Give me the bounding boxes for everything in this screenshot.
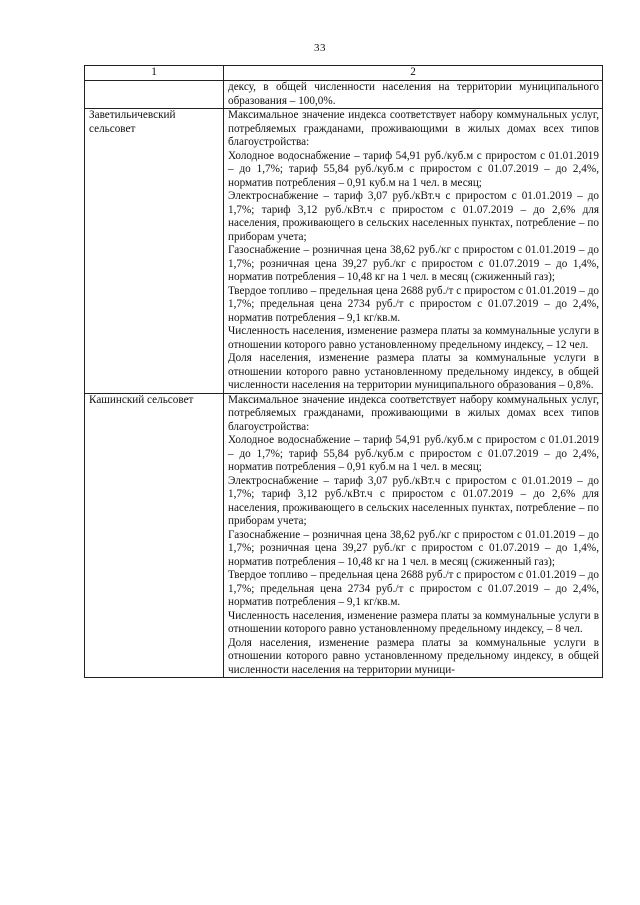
tariff-table — [84, 65, 603, 678]
paragraph: Доля населения, изменение размера платы за коммунальные услуги в отношении которого равно установленному предельному индексу, в общей численности населения на территории муници- — [228, 636, 599, 676]
table-row — [85, 393, 603, 678]
header-col-2: 2 — [224, 66, 603, 81]
paragraph: Доля населения, изменение размера платы за коммунальные услуги в отношении которого равно установленному предельному индексу, в общей численности населения на территории муниципального образования – 0,8%. — [228, 352, 599, 391]
paragraph: Электроснабжение – тариф 3,07 руб./кВт.ч с приростом с 01.01.2019 – до 1,7%; тариф 3,12 руб./кВт.ч с приростом с 01.07.2019 – до 2,6% для населения, проживающего в сельских населенных пунктах, потребление – по приборам учета; — [228, 190, 599, 243]
paragraph: Электроснабжение – тариф 3,07 руб./кВт.ч с приростом с 01.01.2019 – до 1,7%; тариф 3,12 руб./кВт.ч с приростом с 01.07.2019 – до 2,6% для населения, проживающего в сельских населенных пунктах, потребление – по приборам учета; — [228, 474, 599, 527]
description-cell — [224, 81, 603, 109]
paragraph: Численность населения, изменение размера платы за коммунальные услуги в отношении которого равно установленному предельному индексу, – 8 чел. — [228, 609, 599, 635]
municipality-name-cell — [85, 109, 224, 394]
header-col-1: 1 — [85, 66, 224, 81]
paragraph: Холодное водоснабжение – тариф 54,91 руб./куб.м с приростом с 01.01.2019 – до 1,7%; тариф 55,84 руб./куб.м с приростом с 01.07.2019 – до 2,4%, норматив потребления – 0,91 куб.м на 1 чел. в месяц; — [228, 149, 599, 189]
table-row — [85, 81, 603, 109]
municipality-name-cell — [85, 81, 224, 109]
page-number: 33 — [314, 42, 326, 54]
description-cell — [224, 393, 603, 678]
paragraph: Газоснабжение – розничная цена 38,62 руб./кг с приростом с 01.01.2019 – до 1,7%; розничная цена 39,27 руб./кг с приростом с 01.07.2019 – до 1,4%, норматив потребления – 10,48 кг на 1 чел. в месяц (сжиженный газ); — [228, 244, 599, 283]
paragraph: дексу, в общей численности населения на территории муниципального образования – 100,0%. — [228, 81, 599, 107]
paragraph: Газоснабжение – розничная цена 38,62 руб./кг с приростом с 01.01.2019 – до 1,7%; розничная цена 39,27 руб./кг с приростом с 01.07.2019 – до 1,4%, норматив потребления – 10,48 кг на 1 чел. в месяц (сжиженный газ); — [228, 528, 599, 568]
description-cell — [224, 109, 603, 394]
paragraph: Твердое топливо – предельная цена 2688 руб./т с приростом с 01.01.2019 – до 1,7%; предельная цена 2734 руб./т с приростом с 01.07.2019 – до 2,4%, норматив потребления – 9,1 кг/кв.м. — [228, 284, 599, 324]
paragraph: Холодное водоснабжение – тариф 54,91 руб./куб.м с приростом с 01.01.2019 – до 1,7%; тариф 55,84 руб./куб.м с приростом с 01.07.2019 – до 2,4%, норматив потребления – 0,91 куб.м на 1 чел. в месяц; — [228, 434, 599, 473]
paragraph: Максимальное значение индекса соответствует набору коммунальных услуг, потребляемых гражданами, проживающими в жилых домах всех типов благоустройства: — [228, 109, 599, 148]
paragraph: Численность населения, изменение размера платы за коммунальные услуги в отношении которого равно установленному предельному индексу, – 12 чел. — [228, 325, 599, 351]
paragraph: Максимальное значение индекса соответствует набору коммунальных услуг, потребляемых гражданами, проживающими в жилых домах всех типов благоустройства: — [228, 393, 599, 433]
municipality-name: Заветильичевский сельсовет — [89, 109, 176, 135]
table-row — [85, 109, 603, 394]
table-header-row — [85, 66, 603, 81]
municipality-name-cell — [85, 393, 224, 678]
paragraph: Твердое топливо – предельная цена 2688 руб./т с приростом с 01.01.2019 – до 1,7%; предельная цена 2734 руб./т с приростом с 01.07.2019 – до 2,4%, норматив потребления – 9,1 кг/кв.м. — [228, 569, 599, 608]
municipality-name: Кашинский сельсовет — [89, 393, 194, 406]
